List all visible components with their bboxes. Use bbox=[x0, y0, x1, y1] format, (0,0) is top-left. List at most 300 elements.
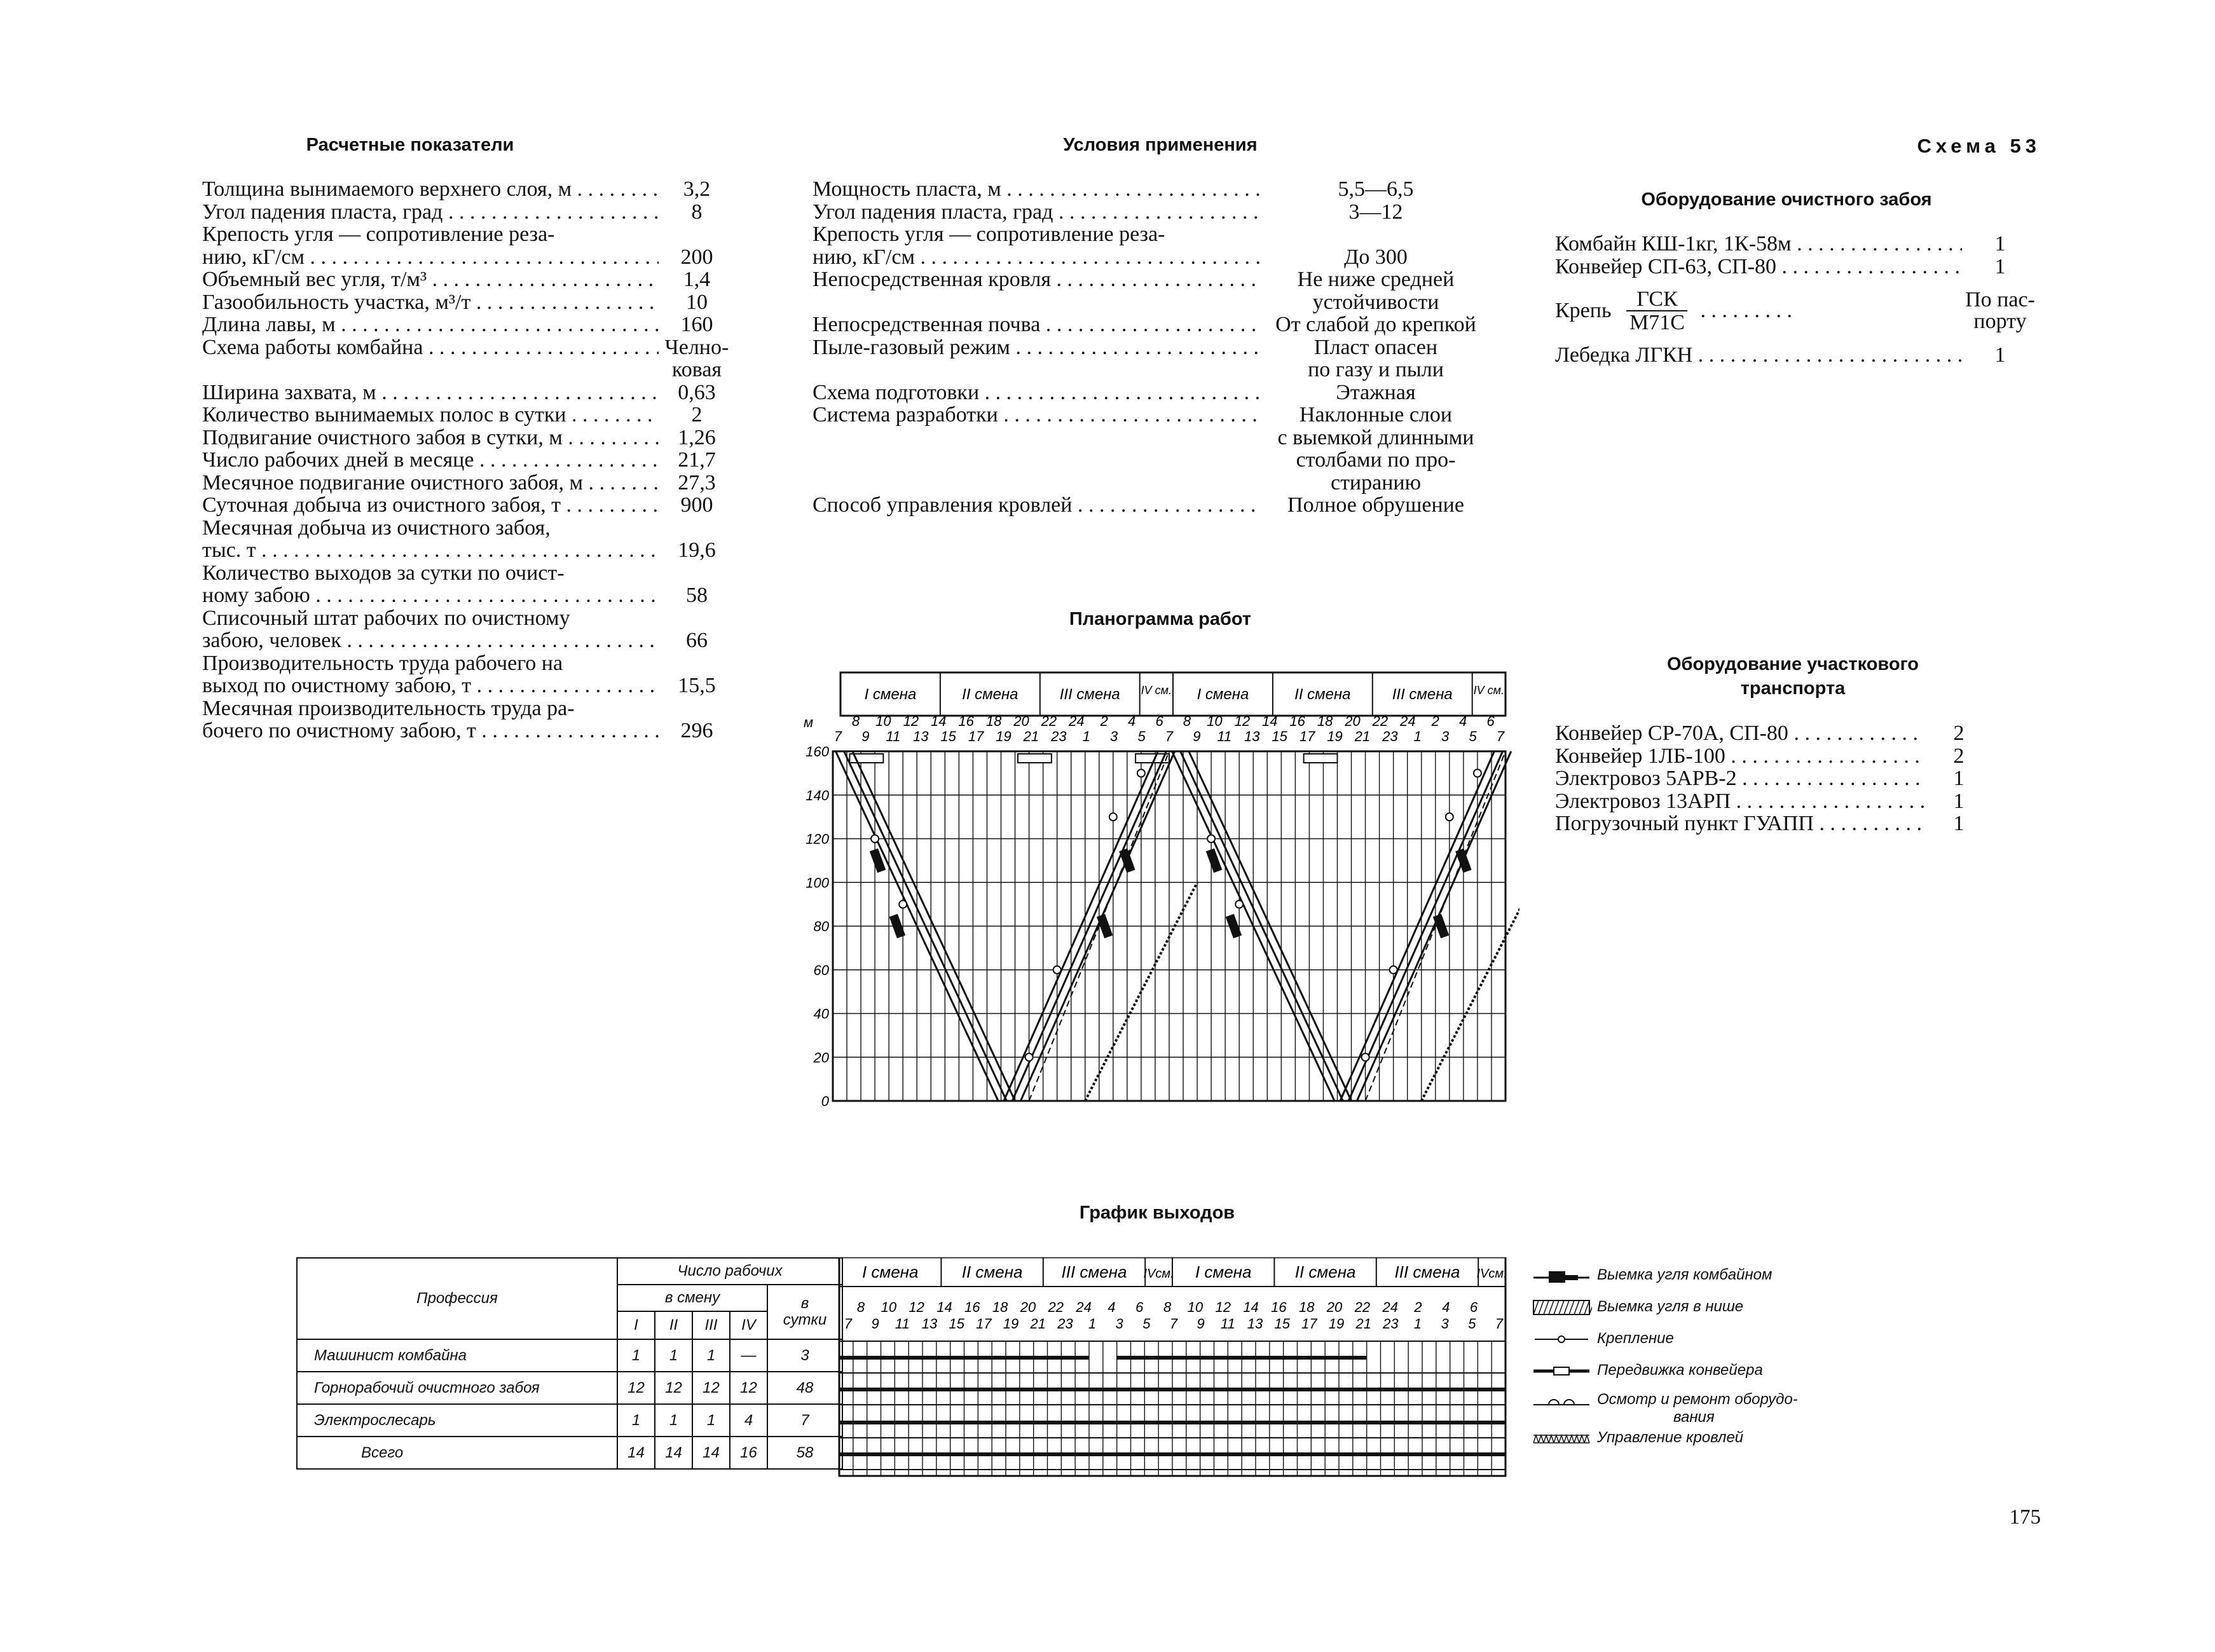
hour-top-label: 14 bbox=[931, 713, 947, 729]
count-cell: 12 bbox=[692, 1372, 730, 1404]
calc-row bbox=[202, 313, 735, 336]
hour-bottom-label: 17 bbox=[968, 728, 984, 744]
support-point bbox=[1362, 1053, 1369, 1061]
calc-label: тыс. т . . . bbox=[202, 539, 659, 562]
y-tick-label: 80 bbox=[813, 918, 829, 934]
face-equipment-label: Комбайн КШ-1кг, 1К-58м . . . bbox=[1555, 233, 1962, 256]
calc-value: 15,5 bbox=[678, 674, 716, 697]
calc-label: Схема работы комбайна . . . bbox=[202, 336, 659, 359]
calc-value: 900 bbox=[680, 493, 713, 517]
calc-row bbox=[202, 629, 735, 652]
gantt-hour-bottom: 23 bbox=[1057, 1316, 1073, 1332]
profession-cell: Машинист комбайна bbox=[297, 1339, 617, 1372]
count-cell: 58 bbox=[767, 1437, 842, 1469]
condition-value: До 300 bbox=[1344, 245, 1408, 269]
hour-bottom-label: 7 bbox=[1496, 728, 1505, 744]
transport-row bbox=[1555, 812, 1994, 835]
support-point bbox=[1053, 966, 1061, 974]
value-line2: порту bbox=[1973, 310, 2027, 333]
calc-label: Толщина вынимаемого верхнего слоя, м . . . bbox=[202, 178, 659, 201]
hour-bottom-label: 19 bbox=[996, 728, 1011, 744]
gantt-hour-top: 4 bbox=[1442, 1299, 1450, 1315]
gantt-hour-bottom: 21 bbox=[1355, 1316, 1371, 1332]
gantt-shift-label: IVсм. bbox=[1143, 1267, 1174, 1281]
planogram-chart bbox=[795, 661, 1519, 1106]
gantt-hour-top: 2 bbox=[1414, 1299, 1422, 1315]
calc-row bbox=[202, 427, 735, 449]
gantt-shift-label: II смена bbox=[1294, 1262, 1356, 1281]
gantt-hour-top: 24 bbox=[1076, 1299, 1092, 1315]
calc-row bbox=[202, 381, 735, 404]
exits-row bbox=[297, 1372, 842, 1404]
calc-value: 10 bbox=[686, 290, 708, 314]
calc-label: Угол падения пласта, град . . . bbox=[202, 201, 659, 224]
calc-row bbox=[202, 562, 735, 585]
gantt-hour-bottom: 5 bbox=[1142, 1316, 1151, 1332]
condition-value: столбами по про- bbox=[1296, 448, 1456, 472]
calc-value: 19,6 bbox=[678, 538, 716, 562]
planogram-shift-label: IV см. bbox=[1141, 684, 1172, 697]
per-day-header bbox=[767, 1285, 842, 1339]
transport-label: Электровоз 5АРВ-2 . . . bbox=[1555, 767, 1924, 790]
y-tick-label: 160 bbox=[806, 744, 829, 760]
condition-label: Непосредственная почва . . . bbox=[813, 313, 1261, 336]
legend-text: Выемка угля комбайном bbox=[1597, 1266, 1773, 1283]
support-point bbox=[1390, 966, 1397, 974]
transport-value: 1 bbox=[1953, 789, 1965, 813]
exits-table bbox=[296, 1257, 843, 1470]
face-equipment-row bbox=[1555, 278, 2038, 344]
transport-value: 2 bbox=[1953, 721, 1965, 745]
count-cell: 3 bbox=[767, 1339, 842, 1372]
calc-value: Челно- bbox=[664, 335, 729, 359]
condition-value: устойчивости bbox=[1312, 290, 1439, 314]
hour-top-label: 4 bbox=[1128, 713, 1136, 729]
calc-label: бочего по очистному забою, т . . . bbox=[202, 720, 659, 742]
count-cell: 1 bbox=[655, 1404, 692, 1437]
legend-item bbox=[1531, 1429, 1743, 1448]
condition-value: стиранию bbox=[1330, 470, 1422, 495]
shift-col-2: II bbox=[655, 1311, 692, 1339]
calc-label: ному забою . . . bbox=[202, 584, 659, 607]
count-cell: 4 bbox=[730, 1404, 767, 1437]
calc-row bbox=[202, 472, 735, 495]
gantt-hour-bottom: 17 bbox=[976, 1316, 992, 1332]
calc-label: Газообильность участка, м³/т . . . bbox=[202, 291, 659, 314]
y-tick-label: 100 bbox=[806, 875, 829, 891]
gantt-hour-top: 8 bbox=[856, 1299, 865, 1315]
hour-top-label: 10 bbox=[875, 713, 891, 729]
support-point bbox=[1446, 813, 1453, 821]
condition-value: Не ниже средней bbox=[1297, 268, 1455, 291]
gantt-hour-top: 22 bbox=[1048, 1299, 1064, 1315]
planogram-title: Планограмма работ bbox=[1069, 609, 1252, 629]
gantt-shift-label: I смена bbox=[861, 1262, 919, 1281]
per-shift-header: в смену bbox=[617, 1285, 767, 1311]
calc-value: 2 bbox=[691, 403, 703, 427]
count-cell: 1 bbox=[617, 1404, 655, 1437]
shift-col-1: I bbox=[617, 1311, 655, 1339]
condition-value: с выемкой длинными bbox=[1277, 425, 1474, 449]
support-point bbox=[1109, 813, 1117, 821]
calc-row bbox=[202, 201, 735, 224]
gantt-hour-bottom: 13 bbox=[1247, 1316, 1263, 1332]
calc-label: Ширина захвата, м . . . bbox=[202, 381, 659, 404]
y-tick-label: 140 bbox=[806, 787, 829, 803]
condition-row bbox=[813, 336, 1490, 359]
gantt-hour-top: 18 bbox=[1298, 1299, 1315, 1315]
gantt-hour-bottom: 19 bbox=[1003, 1316, 1019, 1332]
hour-bottom-label: 13 bbox=[1244, 728, 1260, 744]
legend-label bbox=[1597, 1298, 1743, 1316]
hour-bottom-label: 9 bbox=[861, 728, 870, 744]
y-tick-label: 0 bbox=[821, 1093, 829, 1106]
calc-value: 200 bbox=[680, 245, 713, 269]
calc-row bbox=[202, 517, 735, 540]
planogram-shift-label: I смена bbox=[1197, 686, 1249, 703]
gantt-hour-top: 10 bbox=[1187, 1299, 1204, 1315]
transport-title bbox=[1564, 652, 2022, 700]
transport-title-line1: Оборудование участкового bbox=[1667, 654, 1919, 674]
count-cell: — bbox=[730, 1339, 767, 1372]
hour-bottom-label: 11 bbox=[1217, 728, 1232, 744]
gantt-hour-top: 4 bbox=[1108, 1299, 1116, 1315]
calc-row bbox=[202, 336, 735, 359]
hour-top-label: 12 bbox=[1234, 713, 1251, 729]
calc-value: 296 bbox=[680, 719, 713, 742]
face-equipment-title: Оборудование очистного забоя bbox=[1641, 189, 1932, 210]
calc-value: 1,4 bbox=[683, 268, 711, 291]
legend-text: Передвижка конвейера bbox=[1597, 1362, 1763, 1379]
gantt-shift-label: III смена bbox=[1394, 1262, 1460, 1281]
face-equipment-row bbox=[1555, 344, 2038, 367]
profession-cell: Горнорабочий очистного забоя bbox=[297, 1372, 617, 1404]
face-equipment-value: 1 bbox=[1994, 254, 2006, 278]
legend-label bbox=[1597, 1391, 1798, 1426]
per-day-header-1: в bbox=[800, 1295, 809, 1312]
gantt-hour-bottom: 9 bbox=[1197, 1316, 1205, 1332]
legend-item bbox=[1531, 1391, 1798, 1426]
condition-row bbox=[813, 201, 1490, 224]
condition-label: Способ управления кровлей . . . bbox=[813, 494, 1261, 517]
transport-value: 2 bbox=[1953, 744, 1965, 768]
hour-bottom-label: 21 bbox=[1354, 728, 1371, 744]
condition-label: Пыле-газовый режим . . . bbox=[813, 336, 1261, 359]
calc-label: Крепость угля — сопротивление реза- bbox=[202, 223, 555, 246]
exits-gantt bbox=[833, 1257, 1513, 1480]
gantt-hour-top: 16 bbox=[964, 1299, 980, 1315]
profession-cell: Всего bbox=[297, 1437, 617, 1469]
y-tick-label: 40 bbox=[813, 1006, 829, 1022]
face-equipment-value: 1 bbox=[1994, 343, 2006, 367]
face-equipment-label bbox=[1555, 288, 1962, 334]
hour-top-label: 6 bbox=[1155, 713, 1163, 729]
hour-top-label: 22 bbox=[1372, 713, 1389, 729]
count-cell: 14 bbox=[692, 1437, 730, 1469]
gantt-hour-bottom: 3 bbox=[1115, 1316, 1123, 1332]
condition-label: Непосредственная кровля . . . bbox=[813, 268, 1261, 291]
hour-top-label: 16 bbox=[958, 713, 974, 729]
hour-bottom-label: 7 bbox=[1165, 728, 1174, 744]
calc-label: Подвигание очистного забоя в сутки, м . . . bbox=[202, 427, 659, 449]
condition-label: Схема подготовки . . . bbox=[813, 381, 1261, 404]
gantt-hour-bottom: 13 bbox=[921, 1316, 938, 1332]
calc-row bbox=[202, 652, 735, 675]
exits-title: График выходов bbox=[1079, 1203, 1235, 1223]
gantt-hour-bottom: 5 bbox=[1468, 1316, 1476, 1332]
condition-value: Пласт опасен bbox=[1313, 335, 1438, 359]
hour-bottom-label: 3 bbox=[1110, 728, 1118, 744]
calc-row bbox=[202, 223, 735, 246]
condition-label: Угол падения пласта, град . . . bbox=[813, 201, 1261, 224]
hour-top-label: 2 bbox=[1100, 713, 1108, 729]
legend-text: Осмотр и ремонт оборудо- bbox=[1597, 1391, 1798, 1408]
calc-row bbox=[202, 720, 735, 742]
calc-value: 58 bbox=[686, 584, 708, 607]
count-cell: 1 bbox=[655, 1339, 692, 1372]
condition-row bbox=[813, 472, 1490, 495]
hour-top-label: 20 bbox=[1345, 713, 1361, 729]
gantt-hour-top: 14 bbox=[1243, 1299, 1259, 1315]
gantt-hour-top: 22 bbox=[1354, 1299, 1371, 1315]
calc-row bbox=[202, 584, 735, 607]
gantt-hour-top: 10 bbox=[881, 1299, 897, 1315]
hour-bottom-label: 9 bbox=[1193, 728, 1201, 744]
condition-value: Этажная bbox=[1336, 380, 1416, 404]
calc-value: 160 bbox=[680, 313, 713, 336]
condition-row bbox=[813, 178, 1490, 201]
calc-value: 0,63 bbox=[678, 380, 716, 404]
condition-row bbox=[813, 404, 1490, 427]
condition-value: От слабой до крепкой bbox=[1275, 313, 1476, 336]
count-cell: 1 bbox=[692, 1404, 730, 1437]
hour-top-label: 14 bbox=[1262, 713, 1278, 729]
condition-value: 3—12 bbox=[1348, 200, 1403, 224]
gantt-shift-label: II смена bbox=[961, 1262, 1023, 1281]
condition-label: Система разработки . . . bbox=[813, 404, 1261, 427]
calc-row bbox=[202, 178, 735, 201]
calc-label: выход по очистному забою, т . . . bbox=[202, 674, 659, 697]
gantt-hour-top: 24 bbox=[1382, 1299, 1398, 1315]
calc-label: Суточная добыча из очистного забоя, т . . . bbox=[202, 494, 659, 517]
support-point bbox=[1137, 769, 1145, 777]
legend-text: Выемка угля в нише bbox=[1597, 1298, 1744, 1315]
conveyor-move-icon bbox=[1531, 1362, 1592, 1381]
transport-label: Погрузочный пункт ГУАПП . . . bbox=[1555, 812, 1924, 835]
shift-col-4: IV bbox=[730, 1311, 767, 1339]
hour-bottom-label: 3 bbox=[1441, 728, 1450, 744]
gantt-hour-bottom: 7 bbox=[1169, 1316, 1178, 1332]
legend-text: Крепление bbox=[1597, 1330, 1674, 1347]
gantt-hour-bottom: 11 bbox=[1220, 1316, 1235, 1332]
calc-label: Количество выходов за сутки по очист- bbox=[202, 561, 565, 584]
gantt-hour-bottom: 15 bbox=[949, 1316, 964, 1332]
gantt-hour-top: 20 bbox=[1020, 1299, 1036, 1315]
calc-label: Объемный вес угля, т/м³ . . . bbox=[202, 268, 659, 291]
hour-top-label: 24 bbox=[1400, 713, 1416, 729]
gantt-hour-top: 14 bbox=[936, 1299, 952, 1315]
gantt-shift-label: IVсм. bbox=[1476, 1267, 1507, 1281]
conditions-list bbox=[813, 178, 1490, 517]
fraction-top: ГСК bbox=[1636, 287, 1678, 311]
calc-label: Производительность труда рабочего на bbox=[202, 652, 563, 674]
y-tick-label: 120 bbox=[806, 831, 829, 847]
exits-row bbox=[297, 1404, 842, 1437]
hour-top-label: 22 bbox=[1041, 713, 1057, 729]
gantt-hour-top: 16 bbox=[1271, 1299, 1287, 1315]
calc-value: 8 bbox=[691, 200, 703, 224]
legend-text: Управление кровлей bbox=[1597, 1429, 1744, 1446]
exits-row bbox=[297, 1339, 842, 1372]
support-point bbox=[871, 835, 879, 843]
calc-value: 3,2 bbox=[683, 177, 711, 201]
legend-label bbox=[1597, 1429, 1743, 1447]
hour-top-label: 6 bbox=[1486, 713, 1495, 729]
face-equipment-label: Лебедка ЛГКН . . . bbox=[1555, 344, 1962, 367]
y-tick-label: 60 bbox=[813, 962, 829, 978]
value-line1: По пас- bbox=[1965, 288, 2035, 311]
hour-top-label: 16 bbox=[1289, 713, 1305, 729]
calc-row bbox=[202, 246, 735, 269]
planogram-shift-label: IV см. bbox=[1473, 684, 1505, 697]
planogram-shift-label: III смена bbox=[1059, 686, 1120, 703]
gantt-shift-label: I смена bbox=[1195, 1262, 1252, 1281]
workers-header: Число рабочих bbox=[617, 1258, 842, 1285]
planogram-shift-label: I смена bbox=[864, 686, 917, 703]
condition-label: Мощность пласта, м . . . bbox=[813, 178, 1261, 201]
condition-value: Наклонные слои bbox=[1299, 403, 1453, 427]
gantt-hour-bottom: 21 bbox=[1030, 1316, 1046, 1332]
condition-row bbox=[813, 427, 1490, 449]
count-cell: 48 bbox=[767, 1372, 842, 1404]
face-equipment-row bbox=[1555, 256, 2038, 278]
hour-top-label: 10 bbox=[1207, 713, 1223, 729]
condition-row bbox=[813, 381, 1490, 404]
hour-bottom-label: 13 bbox=[913, 728, 929, 744]
gantt-hour-bottom: 7 bbox=[844, 1316, 853, 1332]
hour-bottom-label: 7 bbox=[833, 728, 842, 744]
legend-item bbox=[1531, 1266, 1772, 1285]
shift-col-3: III bbox=[692, 1311, 730, 1339]
condition-row bbox=[813, 494, 1490, 517]
calc-value: 27,3 bbox=[678, 470, 716, 495]
condition-value: Полное обрушение bbox=[1287, 493, 1464, 517]
support-point bbox=[1025, 1053, 1033, 1061]
per-day-header-2: сутки bbox=[783, 1311, 827, 1328]
calc-label: Месячная добыча из очистного забоя, bbox=[202, 516, 551, 539]
inspection-icon bbox=[1531, 1391, 1592, 1410]
calc-label: Списочный штат рабочих по очистному bbox=[202, 606, 570, 629]
gantt-hour-bottom: 3 bbox=[1441, 1316, 1449, 1332]
face-equipment-label: Конвейер СП-63, СП-80 . . . bbox=[1555, 256, 1962, 278]
calc-row bbox=[202, 358, 735, 381]
transport-row bbox=[1555, 722, 1994, 745]
gantt-shift-label: III смена bbox=[1061, 1262, 1127, 1281]
fraction-bottom: М71С bbox=[1629, 311, 1685, 334]
gantt-hour-top: 18 bbox=[992, 1299, 1008, 1315]
gantt-hour-top: 8 bbox=[1163, 1299, 1172, 1315]
legend-label bbox=[1597, 1330, 1674, 1348]
legend-text-2: вания bbox=[1673, 1409, 1715, 1426]
count-cell: 16 bbox=[730, 1437, 767, 1469]
transport-value: 1 bbox=[1953, 812, 1965, 835]
condition-row bbox=[813, 291, 1490, 314]
exits-row bbox=[297, 1437, 842, 1469]
gantt-hour-bottom: 19 bbox=[1328, 1316, 1345, 1332]
condition-row bbox=[813, 358, 1490, 381]
condition-value: 5,5—6,5 bbox=[1338, 177, 1414, 201]
gantt-hour-bottom: 1 bbox=[1088, 1316, 1097, 1332]
gantt-hour-top: 6 bbox=[1470, 1299, 1478, 1315]
hour-bottom-label: 1 bbox=[1413, 728, 1422, 744]
hour-bottom-label: 23 bbox=[1051, 728, 1067, 744]
gantt-hour-top: 12 bbox=[909, 1299, 924, 1315]
calc-row bbox=[202, 607, 735, 630]
calc-row bbox=[202, 404, 735, 427]
face-equipment-value bbox=[1962, 289, 2038, 332]
support-point bbox=[899, 901, 907, 908]
planogram-shift-label: III смена bbox=[1392, 686, 1453, 703]
transport-value: 1 bbox=[1953, 767, 1965, 790]
hour-bottom-label: 1 bbox=[1082, 728, 1090, 744]
calc-title: Расчетные показатели bbox=[306, 135, 514, 155]
calc-label: забою, человек . . . bbox=[202, 629, 659, 652]
support-point bbox=[1474, 769, 1481, 777]
planogram-shift-label: II смена bbox=[1294, 686, 1351, 703]
count-cell: 12 bbox=[655, 1372, 692, 1404]
calc-label: Количество вынимаемых полос в сутки . . . bbox=[202, 404, 659, 427]
count-cell: 7 bbox=[767, 1404, 842, 1437]
hour-bottom-label: 21 bbox=[1023, 728, 1039, 744]
calc-value: ковая bbox=[671, 358, 722, 381]
face-equipment-list bbox=[1555, 233, 2038, 367]
hour-top-label: 12 bbox=[903, 713, 919, 729]
transport-list bbox=[1555, 722, 1994, 835]
condition-row bbox=[813, 223, 1490, 246]
support-icon bbox=[1531, 1330, 1592, 1349]
profession-header: Профессия bbox=[297, 1258, 617, 1339]
hour-top-label: 8 bbox=[851, 713, 860, 729]
hour-bottom-label: 15 bbox=[940, 728, 956, 744]
gantt-hour-bottom: 15 bbox=[1274, 1316, 1290, 1332]
transport-label: Конвейер СР-70А, СП-80 . . . bbox=[1555, 722, 1924, 745]
calc-label: Месячная производительность труда ра- bbox=[202, 697, 575, 720]
hour-bottom-label: 11 bbox=[886, 728, 901, 744]
hour-top-label: 4 bbox=[1459, 713, 1467, 729]
count-cell: 12 bbox=[730, 1372, 767, 1404]
y-tick-label: 20 bbox=[813, 1049, 829, 1066]
calc-label: Число рабочих дней в месяце . . . bbox=[202, 449, 659, 472]
legend-item bbox=[1531, 1298, 1743, 1317]
hour-top-label: 2 bbox=[1431, 713, 1439, 729]
support-point bbox=[1235, 901, 1243, 908]
hour-bottom-label: 5 bbox=[1469, 728, 1477, 744]
legend-label bbox=[1597, 1266, 1772, 1284]
calc-value: 21,7 bbox=[678, 448, 716, 472]
transport-row bbox=[1555, 767, 1994, 790]
calc-list bbox=[202, 178, 735, 742]
condition-row bbox=[813, 313, 1490, 336]
calc-row bbox=[202, 539, 735, 562]
count-cell: 1 bbox=[617, 1339, 655, 1372]
hour-top-label: 18 bbox=[1317, 713, 1333, 729]
gantt-hour-bottom: 9 bbox=[871, 1316, 879, 1332]
gantt-hour-top: 20 bbox=[1326, 1299, 1343, 1315]
support-fraction bbox=[1626, 288, 1687, 334]
planogram-y-unit: м bbox=[804, 714, 814, 730]
gantt-hour-bottom: 11 bbox=[895, 1316, 910, 1332]
hour-bottom-label: 5 bbox=[1137, 728, 1146, 744]
